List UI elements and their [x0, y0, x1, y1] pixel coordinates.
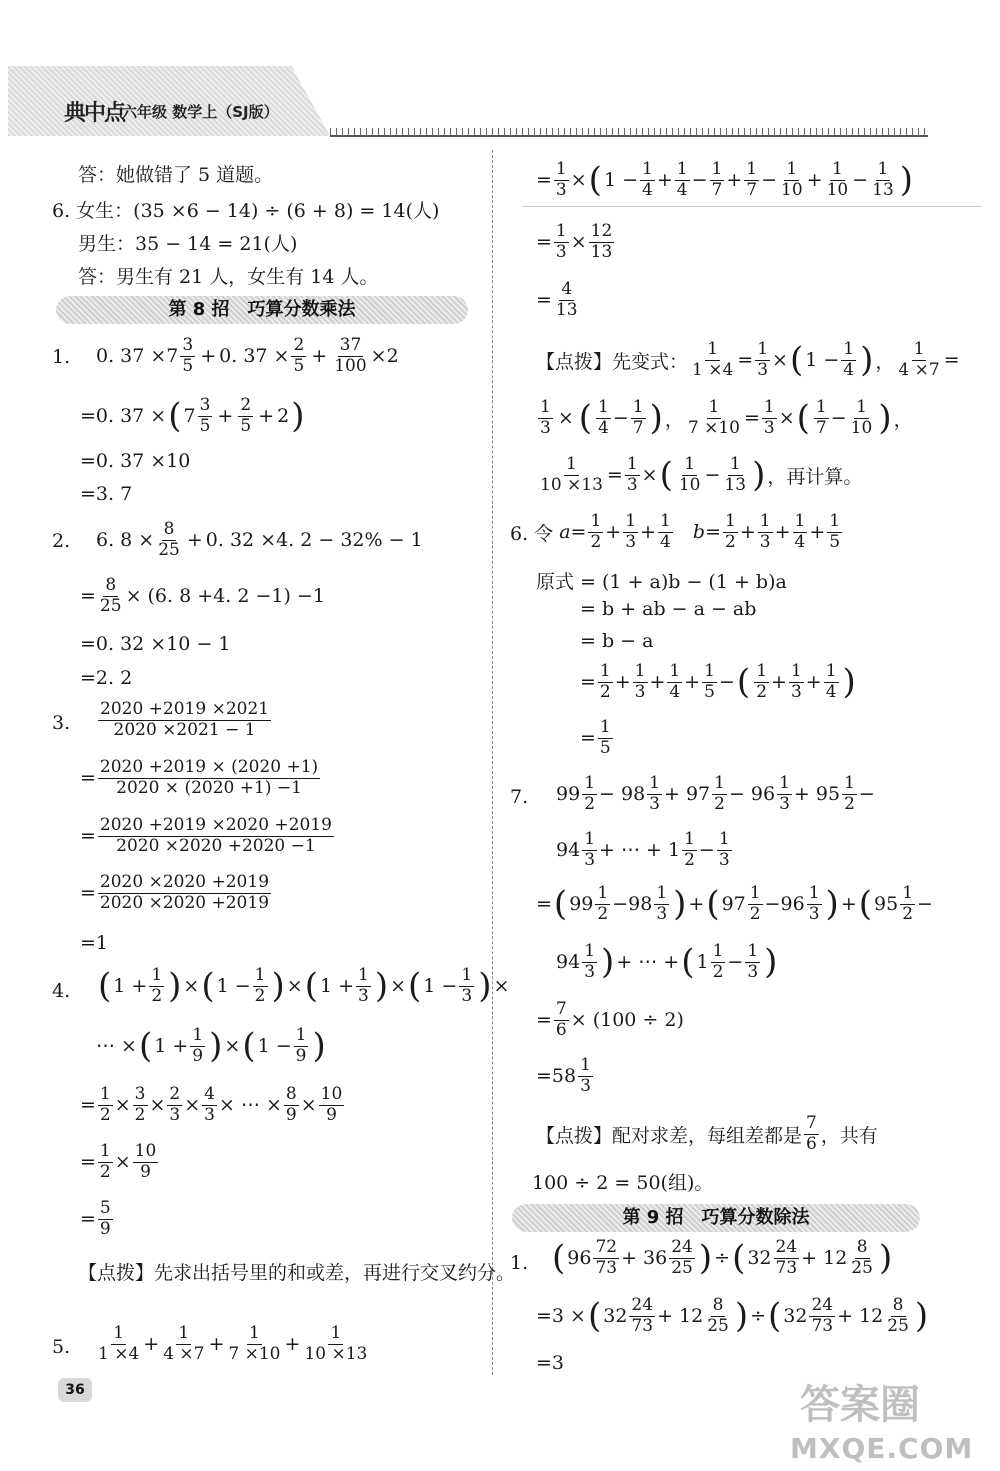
- q4-line2: ⋯ × ( 1 + 1 9 ) × ( 1 − 1 9 ): [96, 1025, 326, 1067]
- q2-line3: =0. 32 ×10 − 1: [80, 633, 231, 655]
- q4-hint: 【点拨】先求出括号里的和或差，再进行交叉约分。: [78, 1262, 516, 1284]
- r-q6-line1: 6. 令 a = 1 2 + 1 3 + 1 4 b = 1 2 + 1 3 + 1 4 + 1 5: [510, 511, 841, 552]
- answer-5-tail: 答：她做错了 5 道题。: [78, 164, 274, 186]
- q3-line5: =1: [80, 932, 109, 954]
- q2-line1: 6. 8 × 8 25 + 0. 32 ×4. 2 − 32% − 1: [96, 519, 423, 560]
- r-q7-line3: = ( 99 1 2 −98 1 3 ) + ( 97 1 2 −96 1 3 ) + ( 95 1 2 −: [536, 883, 933, 925]
- q1-label: 1.: [52, 346, 71, 368]
- q6-line1: 6. 女生：(35 ×6 − 14) ÷ (6 + 8) = 14(人): [52, 200, 440, 222]
- s9-q1-label: 1.: [510, 1252, 529, 1274]
- r-q7-line4: 94 1 3 ) + ⋯ + ( 1 1 2 − 1 3 ): [556, 941, 778, 983]
- s9-q1-line2: =3 × ( 32 24 73 + 12 8 25 ) ÷ ( 32 24 73 + 12 8 25 ): [536, 1295, 929, 1337]
- section-8-banner: 第 8 招 巧算分数乘法: [56, 296, 468, 324]
- r-q7-label: 7.: [510, 786, 529, 808]
- q3-label: 3.: [52, 712, 71, 734]
- r-q6-line3: = b + ab − a − ab: [580, 598, 757, 620]
- r-q7-line1: 99 1 2 − 98 1 3 + 97 1 2 − 96 1 3 + 95 1 2 −: [556, 773, 875, 814]
- q2-line2: = 8 25 × (6. 8 +4. 2 −1) −1: [80, 575, 325, 616]
- q6-line2: 男生：35 − 14 = 21(人): [78, 233, 298, 255]
- page-number-badge: 36: [58, 1378, 92, 1402]
- q1-line3: =0. 37 ×10: [80, 450, 191, 472]
- r-q7-hint-line1: 【点拨】配对求差，每组差都是 7 6 ，共有: [536, 1113, 878, 1154]
- section-9-banner: 第 9 招 巧算分数除法: [512, 1204, 920, 1232]
- q1-line1: 0. 37 ×7 3 5 + 0. 37 × $\frac{2}{5}$ + $\frac{37}{100}$ ×2: [96, 335, 399, 376]
- q4-line4: = 1 2 × 10 9: [80, 1141, 157, 1182]
- r-q5-line4: = 4 13: [536, 279, 578, 320]
- q2-line4: =2. 2: [80, 667, 133, 689]
- q3-line1: 2020 +2019 ×2021 2020 ×2021 − 1: [100, 699, 270, 740]
- q1-line2: =0. 37 × ( 7 3 5 + $\frac{2}{5}$ + 2 ): [80, 395, 305, 437]
- r-q5-line3: = 1 3 × 12 13: [536, 221, 613, 262]
- r-q6-line6: = 1 5: [580, 717, 611, 758]
- r-q5-line2: = 1 3 × ( 1 − 1 4 + 1 4 − 1 7 + 1 7 − 1 10 + 1 10 − 1 13 ): [536, 159, 914, 201]
- q3-line4: = 2020 ×2020 +2019 2020 ×2020 +2019: [80, 872, 270, 913]
- q6-line3: 答：男生有 21 人，女生有 14 人。: [78, 266, 379, 288]
- r-q6-line2: 原式 = (1 + a)b − (1 + b)a: [536, 571, 787, 593]
- header-ruler-ticks: [330, 128, 928, 135]
- r-q5-hint-line3: 1 10 ×13 = 1 3 × ( 1 10 − 1 13 ) ，再计算。: [540, 454, 863, 496]
- q2-label: 2.: [52, 530, 71, 552]
- q4-line1: ( 1 + 1 2 ) × ( 1 − 1 2 ) × ( 1 + 1 3 ) × ( 1 − 1 3 ) ×: [98, 965, 510, 1007]
- brand-logo: 典中点: [64, 101, 125, 126]
- r-q5-hint-line1: 【点拨】先变式： 1 1 ×4 = 1 3 × ( 1 − 1 4 ) ， 1 4 ×7 =: [536, 339, 960, 381]
- r-q7-hint-line2: 100 ÷ 2 = 50(组)。: [532, 1172, 714, 1194]
- q5-label: 5.: [52, 1336, 71, 1358]
- q3-line2: = 2020 +2019 × (2020 +1) 2020 × (2020 +1) −1: [80, 757, 319, 798]
- q1-line4: =3. 7: [80, 483, 133, 505]
- s9-q1-line1: ( 96 72 73 + 36 24 25 ) ÷ ( 32 24 73 + 12 8 25 ): [552, 1237, 893, 1279]
- q5-line1: 1 1 ×4 + 1 4 ×7 + 1 7 ×10 + 1 10 ×13: [98, 1323, 368, 1364]
- q4-line3: = 1 2 × 3 2 × 2 3 × 4 3 × ⋯ × 8 9 × 10 9: [80, 1084, 343, 1125]
- s9-q1-line3: =3: [536, 1352, 565, 1374]
- watermark-logo: 答案圈: [800, 1382, 920, 1428]
- r-q7-line2: 94 1 3 + ⋯ + 1 1 2 − 1 3: [556, 829, 730, 870]
- watermark-url: MXQE.COM: [790, 1432, 974, 1465]
- q3-line3: = 2020 +2019 ×2020 +2019 2020 ×2020 +2020 −1: [80, 815, 332, 856]
- header-rule: [330, 135, 928, 137]
- column-divider: [492, 150, 493, 1375]
- r-q7-line5: = 7 6 × (100 ÷ 2): [536, 999, 684, 1040]
- r-q6-line4: = b − a: [580, 630, 654, 652]
- book-title: 六年级 数学上（SJ版）: [122, 103, 279, 121]
- right-column-rule: [522, 206, 982, 207]
- r-q7-line6: =58 1 3: [536, 1055, 591, 1096]
- r-q6-line5: = 1 2 + 1 3 + 1 4 + 1 5 − ( 1 2 + 1 3 + 1 4 ): [580, 661, 856, 703]
- r-q5-hint-line2: $\frac{1}{3}$ × ( 1 4 − 1 7 ) ， 1 7 ×10 = 1 3 × ( 1 7 − 1 10 ) ，: [540, 397, 913, 439]
- q4-line5: = 5 9: [80, 1198, 111, 1239]
- q4-label: 4.: [52, 980, 71, 1002]
